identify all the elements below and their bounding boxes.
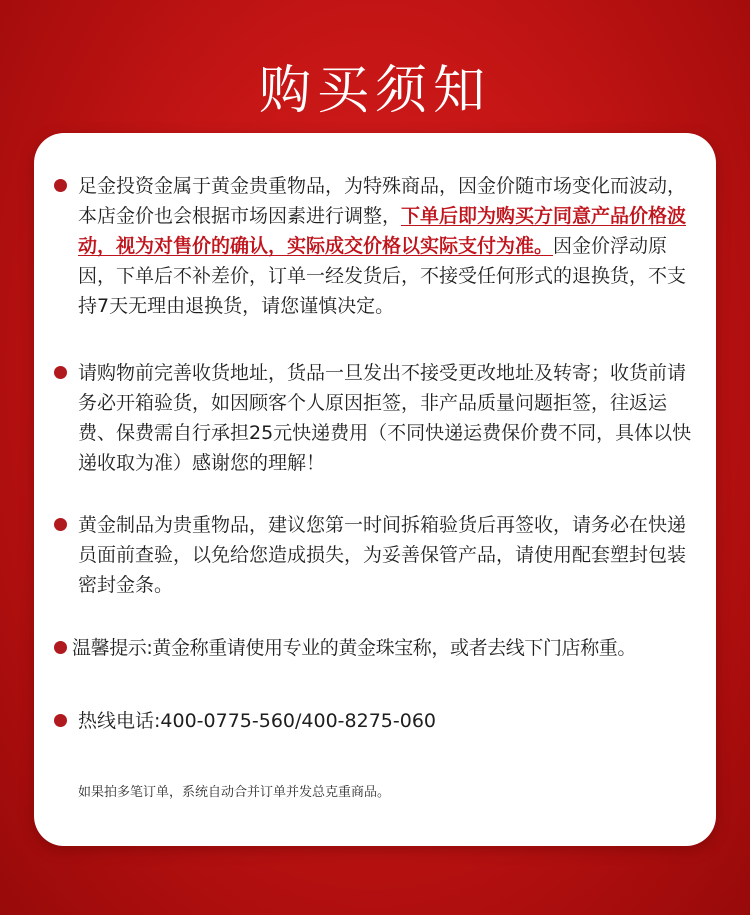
- purchase-notice-card: [34, 133, 716, 846]
- price-confirmation-emphasis: 下单后即为购买方同意产品价格波动，视为对售价的确认，实际成交价格以实际支付为准。: [78, 205, 687, 257]
- bullet-dot-icon: [54, 641, 67, 654]
- order-merge-footnote: 如果拍多笔订单，系统自动合并订单并发总克重商品。: [78, 785, 391, 800]
- notice-item-price-policy: [78, 171, 694, 321]
- bullet-dot-icon: [54, 714, 67, 727]
- notice-text: 足金投资金属于黄金贵重物品，为特殊商品，因金价随市场变化而波动，本店金价也会根据市场因素进行调整，: [78, 175, 687, 227]
- bullet-dot-icon: [54, 518, 67, 531]
- hotline-phone: 热线电话:400-0775-560/400-8275-060: [78, 710, 436, 732]
- bullet-dot-icon: [54, 179, 67, 192]
- notice-item-inspection: 黄金制品为贵重物品，建议您第一时间拆箱验货后再签收，请务必在快递员面前查验，以免给您造成损失，为妥善保管产品，请使用配套塑封包装密封金条。: [78, 514, 687, 596]
- notice-text: 因金价浮动原因，下单后不补差价，订单一经发货后，不接受任何形式的退换货，不支持7天无理由退换货，请您谨慎决定。: [78, 235, 687, 317]
- notice-item-shipping-address: 请购物前完善收货地址，货品一旦发出不接受更改地址及转寄；收货前请务必开箱验货，如因顾客个人原因拒签，非产品质量问题拒签，往返运费、保费需自行承担25元快递费用（不同快递运费保价费不同，具体以快递收取为准）感谢您的理解！: [78, 362, 692, 474]
- notice-item-weighing-tip: 温馨提示:黄金称重请使用专业的黄金珠宝称，或者去线下门店称重。: [72, 637, 637, 659]
- page-title: 购买须知: [258, 61, 491, 121]
- bullet-dot-icon: [54, 366, 67, 379]
